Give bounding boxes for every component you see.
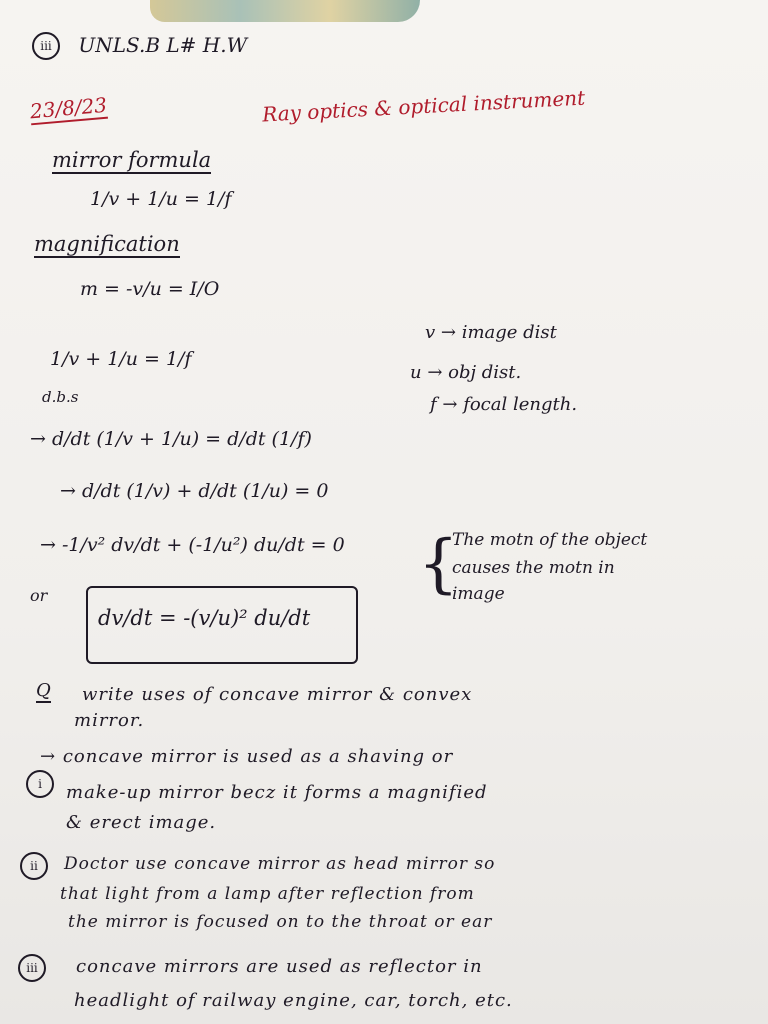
answer-3-line-2: headlight of railway engine, car, torch, etc. bbox=[74, 990, 513, 1011]
answer-1-line-3: & erect image. bbox=[66, 812, 217, 833]
legend-f: f → focal length. bbox=[430, 394, 578, 415]
magnification-formula: m = -v/u = I/O bbox=[80, 278, 220, 300]
answer-2-line-2: that light from a lamp after reflection from bbox=[60, 884, 475, 904]
answer-2-marker: ii bbox=[20, 852, 48, 880]
result-equation: dv/dt = -(v/u)² du/dt bbox=[98, 606, 311, 630]
start-equation: 1/v + 1/u = 1/f bbox=[50, 348, 192, 370]
arrow-icon: → bbox=[40, 746, 63, 767]
legend-v: v → image dist bbox=[425, 322, 557, 343]
question-marker: Q bbox=[36, 680, 51, 701]
roman-marker: iii bbox=[32, 32, 60, 60]
date: 23/8/23 bbox=[29, 92, 108, 124]
step-2: → d/dt (1/v) + d/dt (1/u) = 0 bbox=[60, 480, 329, 502]
header-title: UNLS.B L# H.W bbox=[78, 32, 248, 57]
answer-3-marker: iii bbox=[18, 954, 46, 982]
step-1: → d/dt (1/v + 1/u) = d/dt (1/f) bbox=[30, 428, 312, 450]
brace-icon: { bbox=[418, 527, 459, 601]
dbs-label: d.b.s bbox=[42, 388, 79, 406]
note-line-3: image bbox=[452, 584, 505, 604]
magnification-heading: magnification bbox=[34, 232, 180, 256]
note-line-2: causes the motn in bbox=[452, 558, 615, 578]
answer-2-line-1: Doctor use concave mirror as head mirror so bbox=[64, 854, 496, 874]
question-line-1: write uses of concave mirror & convex bbox=[82, 684, 473, 705]
legend-u: u → obj dist. bbox=[410, 362, 522, 383]
or-label: or bbox=[30, 586, 48, 605]
step-3: → -1/v² dv/dt + (-1/u²) du/dt = 0 bbox=[40, 534, 345, 556]
answer-1-line-2: make-up mirror becz it forms a magnified bbox=[66, 782, 488, 803]
answer-2-line-3: the mirror is focused on to the throat or ear bbox=[68, 912, 493, 932]
header-line bbox=[32, 32, 247, 60]
question-line-2: mirror. bbox=[74, 710, 145, 731]
answer-1-line-1: → concave mirror is used as a shaving or bbox=[40, 746, 454, 767]
arrow-icon: → bbox=[60, 480, 82, 502]
answer-1-marker: i bbox=[26, 770, 54, 798]
background-fabric bbox=[150, 0, 420, 22]
arrow-icon: → bbox=[30, 428, 52, 450]
arrow-icon: → bbox=[40, 534, 62, 556]
mirror-formula: 1/v + 1/u = 1/f bbox=[90, 188, 232, 210]
answer-3-line-1: concave mirrors are used as reflector in bbox=[76, 956, 483, 977]
topic-title: Ray optics & optical instrument bbox=[261, 85, 586, 127]
mirror-formula-heading: mirror formula bbox=[52, 148, 212, 172]
note-line-1: The motn of the object bbox=[452, 530, 648, 550]
